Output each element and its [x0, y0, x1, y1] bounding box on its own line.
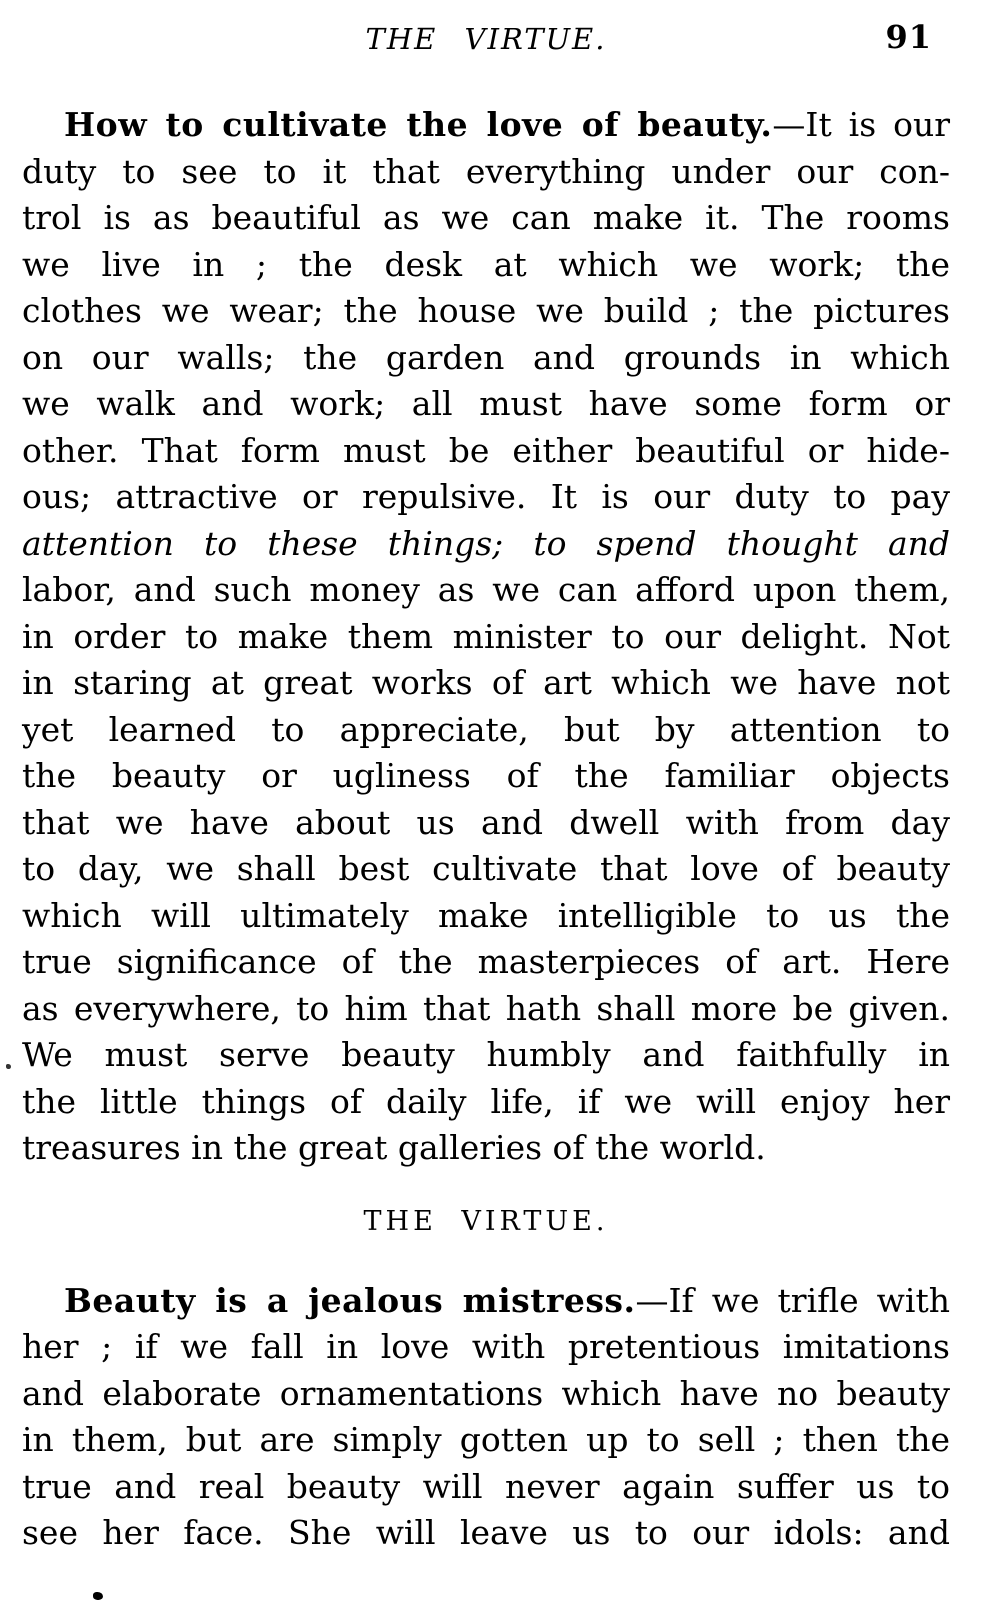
paragraph-lead: Beauty is a jealous mistress. [64, 1280, 636, 1320]
section-heading: THE VIRTUE. [363, 1205, 609, 1237]
text-line: see her face. She will leave us to our idols: and [22, 1513, 950, 1552]
ink-speck [93, 1592, 103, 1600]
paragraph-jealous-mistress [22, 1278, 950, 1557]
paragraph-how-to-cultivate [22, 102, 950, 1172]
text-line: true and real beauty will never again suffer us to [22, 1466, 950, 1506]
text-line: the beauty or ugliness of the familiar objects [22, 756, 950, 795]
ink-speck [6, 1064, 11, 1069]
text-line-rest: —If we trifle with [635, 1280, 950, 1320]
text-line: clothes we wear; the house we build ; the pictures [22, 291, 950, 330]
page-number: 91 [885, 18, 932, 56]
text-line: on our walls; the garden and grounds in which [22, 337, 950, 377]
text-line: true significance of the masterpieces of art. Here [22, 942, 950, 981]
page-header [22, 18, 950, 68]
text-line: in staring at great works of art which we have not [22, 663, 950, 702]
text-line: treasures in the great galleries of the world. [22, 1128, 766, 1167]
text-line: attention to these things; to spend thought and [22, 523, 950, 563]
running-header: THE VIRTUE. [365, 22, 607, 56]
paragraph-lead: How to cultivate the love of beauty. [64, 105, 773, 144]
text-line: in order to make them minister to our delight. Not [22, 616, 950, 656]
text-line: as everywhere, to him that hath shall more be given. [22, 988, 950, 1028]
text-line: and elaborate ornamentations which have no beauty [22, 1373, 950, 1413]
text-line [22, 1278, 950, 1325]
text-line: labor, and such money as we can afford upon them, [22, 570, 950, 609]
text-line: which will ultimately make intelligible to us the [22, 895, 950, 935]
body-text [22, 102, 950, 1557]
text-line: the little things of daily life, if we will enjoy her [22, 1081, 950, 1121]
text-line [22, 102, 950, 149]
text-line: We must serve beauty humbly and faithfully in [22, 1035, 950, 1074]
text-line: yet learned to appreciate, but by attention to [22, 709, 950, 749]
text-line: to day, we shall best cultivate that love of beauty [22, 849, 950, 888]
text-line: that we have about us and dwell with from day [22, 802, 950, 842]
text-line: we live in ; the desk at which we work; the [22, 244, 950, 284]
text-line: in them, but are simply gotten up to sell ; then the [22, 1420, 950, 1459]
text-line: we walk and work; all must have some form or [22, 384, 950, 423]
text-line-rest: —It is our [772, 105, 950, 144]
text-line: other. That form must be either beautiful or hide- [22, 430, 950, 470]
text-line: ous; attractive or repulsive. It is our duty to pay [22, 477, 950, 516]
text-line: trol is as beautiful as we can make it. The rooms [22, 198, 950, 237]
page-content [22, 18, 950, 1557]
text-line: duty to see to it that everything under our con- [22, 151, 950, 191]
text-line: her ; if we fall in love with pretentious imitations [22, 1327, 950, 1366]
